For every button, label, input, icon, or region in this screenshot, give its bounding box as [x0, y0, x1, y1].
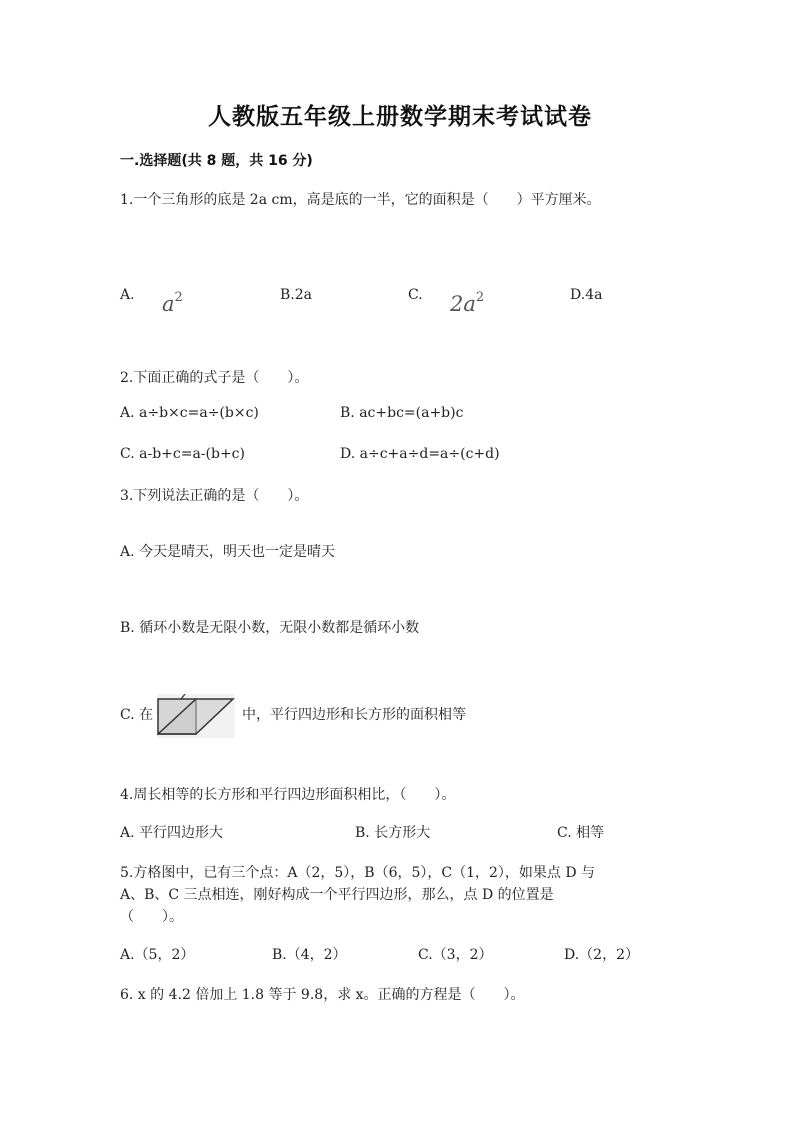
question-2-text: 2.下面正确的式子是（ ）。: [120, 370, 309, 386]
q1-option-a-formula: $a^2$: [162, 290, 183, 316]
q2-option-c: C. a-b+c=a-(b+c): [120, 446, 245, 462]
q2-option-d: D. a÷c+a÷d=a÷(c+d): [340, 446, 500, 462]
question-4-text: 4.周长相等的长方形和平行四边形面积相比，（ ）。: [120, 787, 456, 803]
parallelogram-rectangle-figure: [157, 694, 235, 738]
q3-option-c-prefix: C. 在: [120, 707, 154, 723]
question-5-line-2: A、B、C 三点相连，刚好构成一个平行四边形，那么，点 D 的位置是: [120, 887, 554, 903]
question-3-text: 3.下列说法正确的是（ ）。: [120, 488, 309, 504]
q2-option-b: B. ac+bc=(a+b)c: [340, 405, 464, 421]
question-5-line-1: 5.方格图中，已有三个点：A（2，5），B（6，5），C（1，2），如果点 D 与: [120, 865, 596, 881]
q3-option-c-suffix: 中，平行四边形和长方形的面积相等: [242, 707, 466, 723]
q1-option-c-label: C.: [408, 287, 423, 303]
q1-option-a-label: A.: [120, 287, 135, 303]
q5-option-c: C.（3，2）: [418, 947, 493, 963]
q2-option-a: A. a÷b×c=a÷(b×c): [120, 405, 259, 421]
q3-option-a: A. 今天是晴天，明天也一定是晴天: [120, 544, 336, 560]
q3-option-b: B. 循环小数是无限小数，无限小数都是循环小数: [120, 620, 420, 636]
q5-option-a: A.（5，2）: [120, 947, 195, 963]
page-title: 人教版五年级上册数学期末考试试卷: [208, 104, 592, 130]
q1-option-b: B.2a: [280, 287, 313, 303]
q5-option-b: B.（4，2）: [272, 947, 347, 963]
question-5-line-3: （ ）。: [120, 909, 183, 925]
q1-option-c-formula: $2a^2$: [450, 290, 485, 316]
q4-option-b: B. 长方形大: [355, 825, 431, 841]
q1-option-d: D.4a: [570, 287, 603, 303]
question-6-text: 6. x 的 4.2 倍加上 1.8 等于 9.8，求 x。正确的方程是（ ）。: [120, 987, 525, 1003]
question-1-text: 1.一个三角形的底是 2a cm，高是底的一半，它的面积是（ ）平方厘米。: [120, 192, 601, 208]
q5-option-d: D.（2，2）: [564, 947, 639, 963]
section-heading: 一.选择题(共 8 题，共 16 分): [120, 153, 313, 169]
q4-option-c: C. 相等: [557, 825, 605, 841]
q4-option-a: A. 平行四边形大: [120, 825, 224, 841]
